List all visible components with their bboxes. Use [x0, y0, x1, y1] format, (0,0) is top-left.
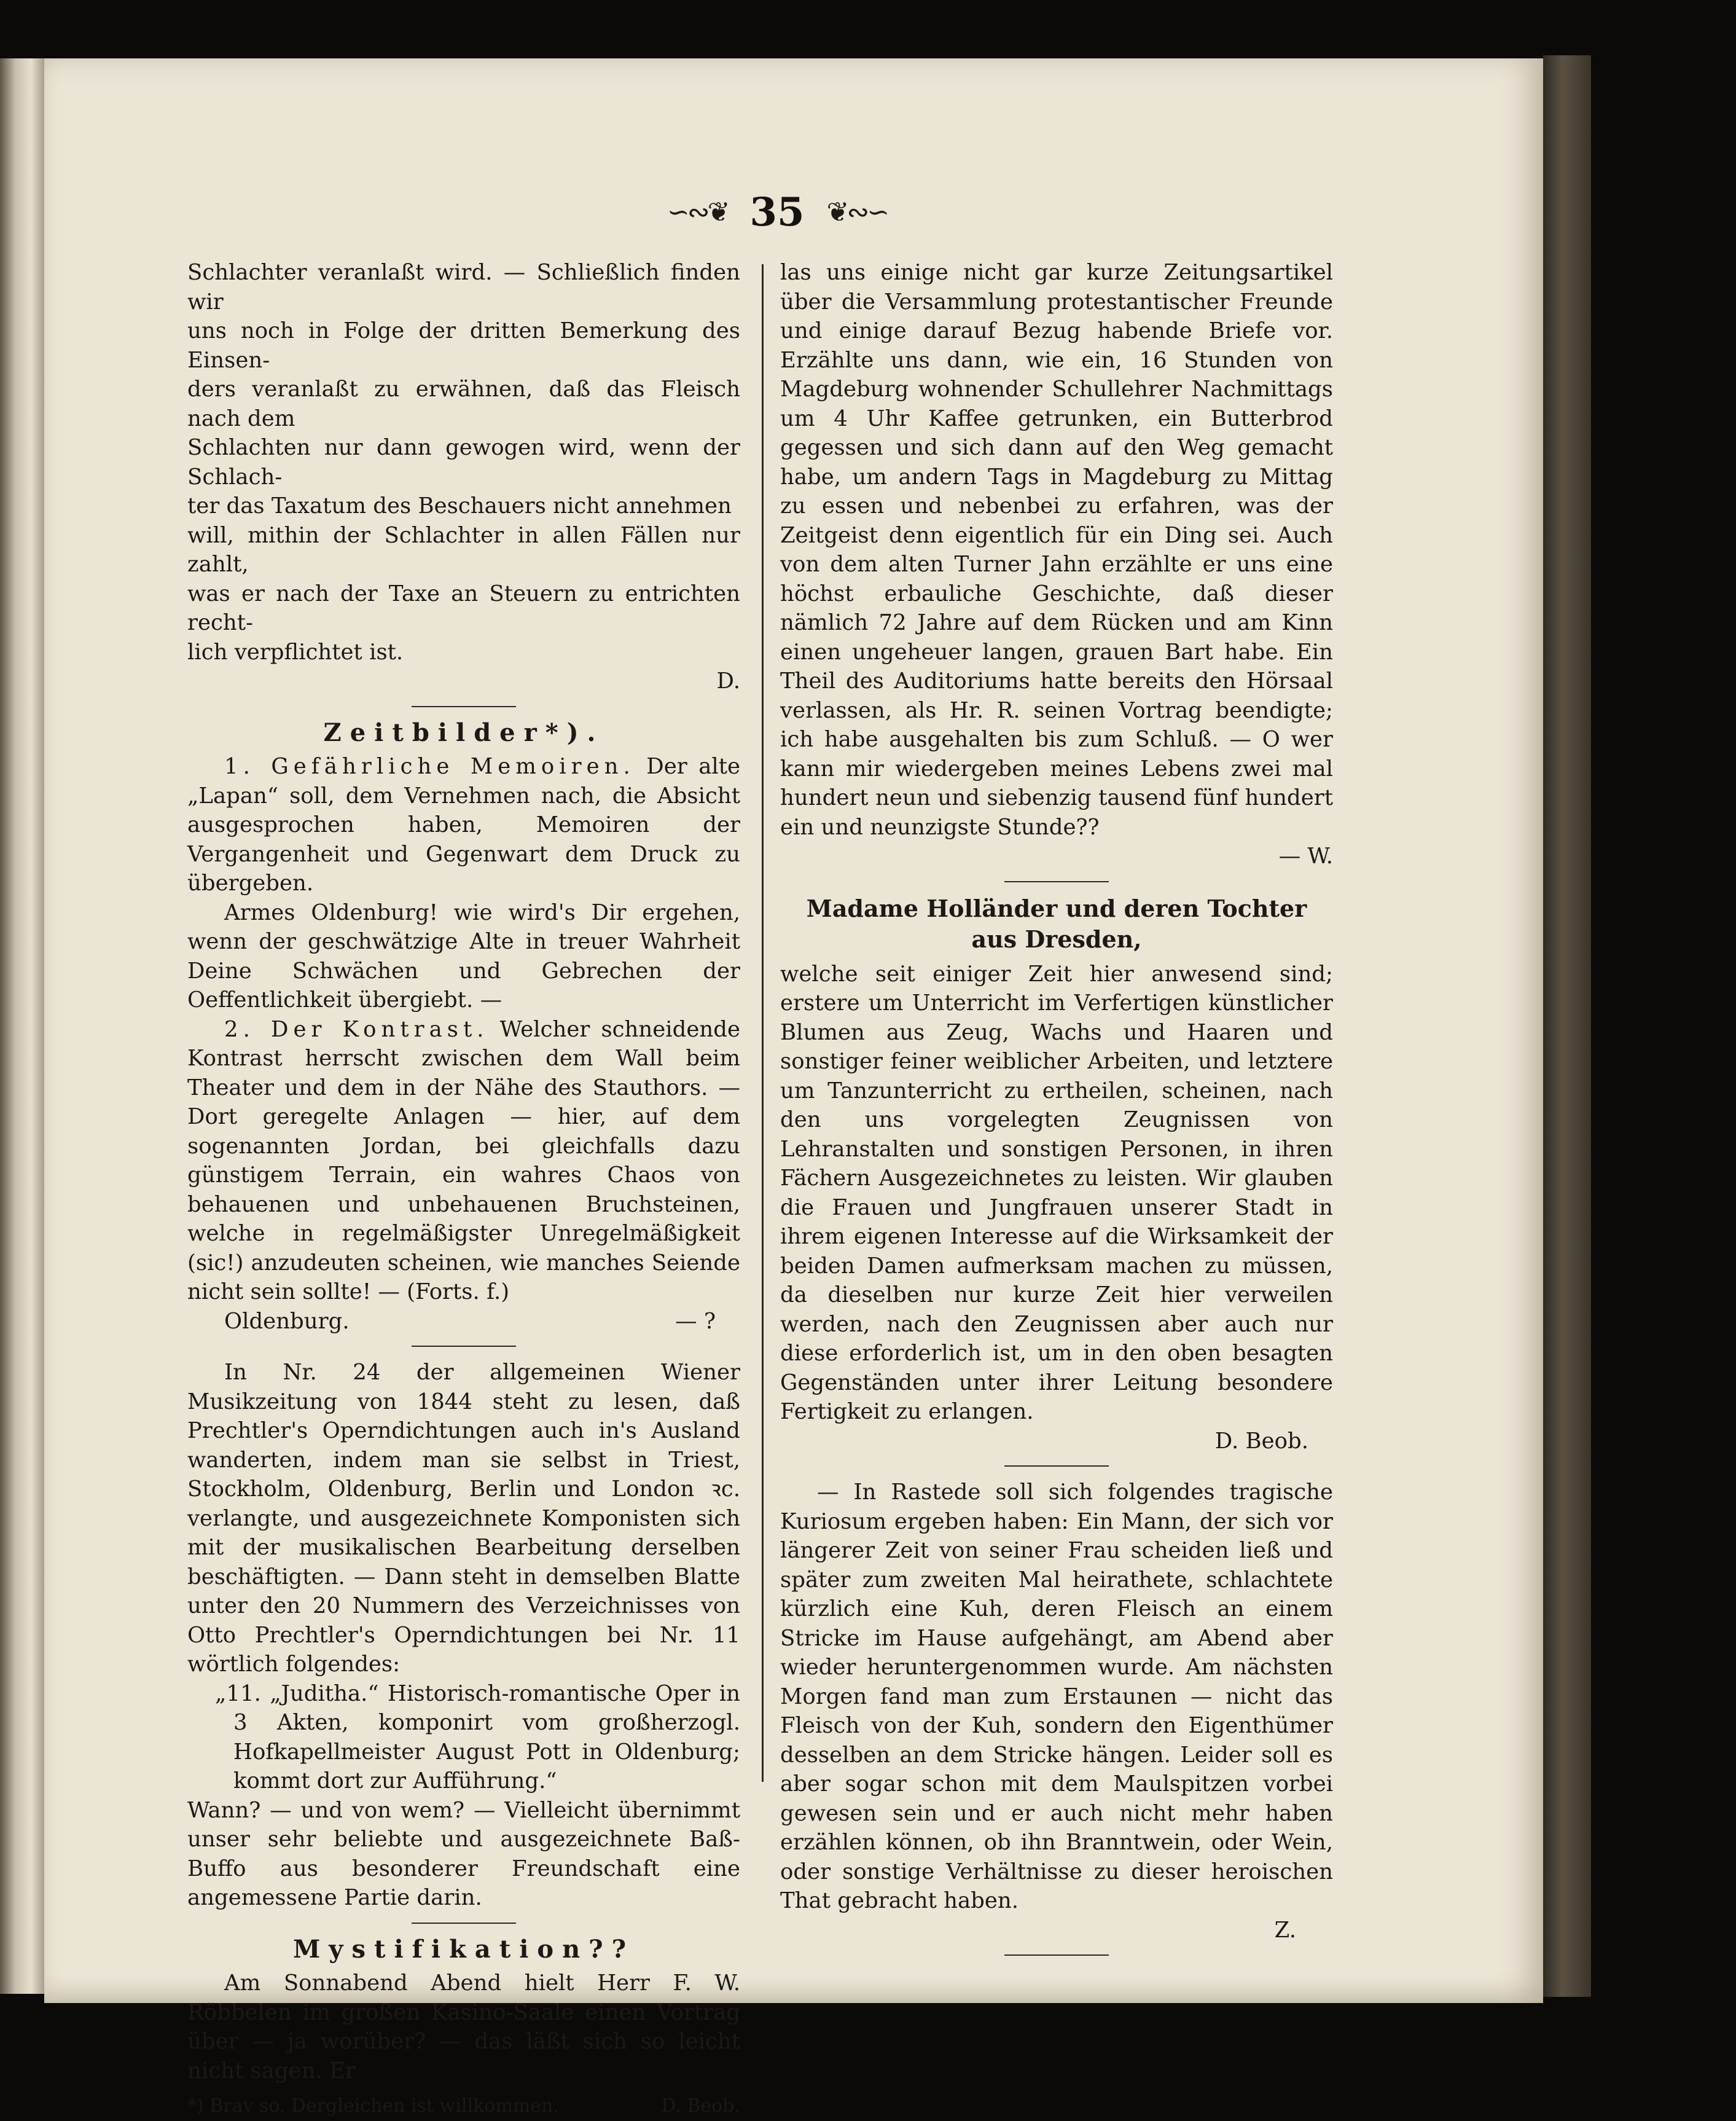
item-1 — [187, 752, 740, 898]
item-2 — [187, 1015, 740, 1307]
separator-rule — [1004, 881, 1109, 882]
separator-rule — [412, 1923, 516, 1924]
right-column — [780, 258, 1333, 1967]
item-2-title: 2. Der Kontrast. — [224, 1016, 489, 1042]
signature: D. — [716, 668, 740, 694]
article-continuation — [187, 258, 740, 696]
page-header — [633, 184, 921, 240]
footnote-text: *) Brav so. Dergleichen ist willkommen. — [187, 2095, 559, 2117]
text-line: was er nach der Taxe an Steuern zu entrichten recht- — [187, 581, 740, 635]
article-mystifikation-continued: las uns einige nicht gar kurze Zeitungsartikel über die Versammlung protestantischer Freunde und einige darauf Bezug habende Briefe vor. Erzählte uns dann, wie ein, 16 Stunden von Magdeburg wohnender Schullehrer Nachmittags um 4 Uhr Kaffee getrunken, ein Butterbrod gegessen und sich dann auf den Weg gemacht habe, um andern Tags in Magdeburg zu Mittag zu essen und nebenbei zu erfahren, was der Zeitgeist denn eigentlich für ein Ding sei. Auch von dem alten Turner Jahn erzählte er uns eine höchst erbauliche Geschichte, daß dieser nämlich 72 Jahre auf dem Rücken und am Kinn einen ungeheuer langen, grauen Bart habe. Ein Theil des Auditoriums hatte bereits den Hörsaal verlassen, als Hr. R. seinen Vortrag beendigte; ich habe ausgehalten bis zum Schluß. — O wer kann mir wiedergeben meines Lebens zwei mal hundert neun und siebenzig tausend fünf hundert ein und neunzigste Stunde?? — [780, 260, 1333, 840]
column-divider — [762, 264, 764, 1782]
separator-rule — [1004, 1465, 1109, 1467]
left-column — [187, 258, 740, 2121]
signature: Z. — [1274, 1917, 1296, 1943]
section-heading-mystifikation: Mystifikation?? — [292, 1934, 635, 1964]
article-musikzeitung: In Nr. 24 der allgemeinen Wiener Musikzeitung von 1844 steht zu lesen, daß Prechtler's Operndichtungen auch in's Ausland wanderten, indem man sie selbst in Triest, Stockholm, Oldenburg, Berlin und London ꝛc. verlangte, und ausgezeichnete Komponisten sich mit der musikalischen Bearbeitung derselben beschäftigten. — Dann steht in demselben Blatte unter den 20 Nummern des Verzeichnisses von Otto Prechtler's Operndichtungen bei Nr. 11 wörtlich folgendes: — [187, 1360, 740, 1677]
facing-page-edge — [0, 58, 44, 1994]
text-line: will, mithin der Schlachter in allen Fällen nur zahlt, — [187, 522, 740, 577]
text-line: lich verpflichtet ist. — [187, 639, 404, 665]
item-1-text: Der alte „Lapan“ soll, dem Vernehmen nach, die Absicht ausgesprochen haben, Memoiren der Vergangenheit und Gegenwart dem Druck zu übergeben. — [187, 754, 740, 896]
separator-rule — [412, 706, 516, 707]
ornament-right-icon: ❦∾∽ — [826, 196, 888, 228]
item-1-title: 1. Gefährliche Memoiren. — [224, 754, 635, 779]
article-mystifikation: Am Sonnabend Abend hielt Herr F. W. Röbbelen im großen Kasino-Saale einen Vortrag über — ja worüber? — das läßt sich so leicht nicht sagen. Er — [187, 1970, 740, 2084]
section-heading-zeitbilder: Zeitbilder*). — [323, 718, 604, 747]
signature: — W. — [1278, 844, 1333, 869]
signature: D. Beob. — [1214, 1428, 1308, 1454]
footnote — [187, 2092, 740, 2121]
book-cover-edge — [1543, 55, 1591, 1997]
item-2-footer — [187, 1307, 740, 1336]
text-line: Schlachten nur dann gewogen wird, wenn der Schlach- — [187, 435, 740, 490]
item-1-continuation: Armes Oldenburg! wie wird's Dir ergehen, wenn der geschwätzige Alte in treuer Wahrheit Deine Schwächen und Gebrechen der Oeffentlichkeit übergiebt. — — [187, 900, 740, 1013]
article-musikzeitung-end: Wann? — und von wem? — Vielleicht übernimmt unser sehr beliebte und ausgezeichnete Baß-Buffo aus besonderer Freundschaft eine angemessene Partie darin. — [187, 1797, 740, 1910]
text-line: Schlachter veranlaßt wird. — Schließlich finden wir — [187, 260, 740, 315]
quoted-entry: „11. „Juditha.“ Historisch-romantische Oper in 3 Akten, komponirt vom großherzogl. Hofkapellmeister August Pott in Oldenburg; kommt dort zur Aufführung.“ — [215, 1680, 740, 1794]
ornament-left-icon: ∽∾❦ — [667, 196, 728, 228]
separator-rule — [412, 1346, 516, 1347]
text-line: ders veranlaßt zu erwähnen, daß das Fleisch nach dem — [187, 377, 740, 431]
article-madame-hollaender: welche seit einiger Zeit hier anwesend sind; erstere um Unterricht im Verfertigen künstlicher Blumen aus Zeug, Wachs und Haaren und sonstiger feiner weiblicher Arbeiten, und letztere um Tanzunterricht zu ertheilen, scheinen, nach den uns vorgelegten Zeugnissen von Lehranstalten und sonstigen Personen, in ihren Fächern Ausgezeichnetes zu leisten. Wir glauben die Frauen und Jungfrauen unserer Stadt in ihrem eigenen Interesse auf die Wirksamkeit der beiden Damen aufmerksam machen zu müssen, da dieselben nur kurze Zeit hier verweilen werden, nach den Zeugnissen aber auch nur diese erforderlich ist, um in den oben besagten Gegenständen unter ihrer Leitung besondere Fertigkeit zu erlangen. — [780, 961, 1333, 1424]
separator-rule — [1004, 1954, 1109, 1956]
section-heading-madame-hollaender: Madame Holländer und deren Tochter aus Dresden, — [806, 894, 1307, 953]
page-number: 35 — [749, 189, 805, 235]
item-2-text: Welcher schneidende Kontrast herrscht zwischen dem Wall beim Theater und dem in der Nähe des Stauthors. — Dort geregelte Anlagen — hier, auf dem sogenannten Jordan, bei gleichfalls dazu günstigem Terrain, ein wahres Chaos von behauenen und unbehauenen Bruchsteinen, welche in regelmäßigster Unregelmäßigkeit (sic!) anzudeuten scheinen, wie manches Seiende nicht sein sollte! — (Forts. f.) — [187, 1016, 740, 1304]
item-2-place: Oldenburg. — [224, 1308, 350, 1334]
footnote-source: D. Beob. — [661, 2095, 740, 2117]
item-2-signature: — ? — [675, 1308, 716, 1334]
article-rastede: — In Rastede soll sich folgendes tragische Kuriosum ergeben haben: Ein Mann, der sich vor längerer Zeit von seiner Frau scheiden ließ und später zum zweiten Mal heirathete, schlachtete kürzlich eine Kuh, deren Fleisch an einem Stricke im Hause aufgehängt, am Abend aber wieder heruntergenommen wurde. Am nächsten Morgen fand man zum Erstaunen — nicht das Fleisch von der Kuh, sondern den Eigenthümer desselben an dem Stricke hängen. Leider soll es aber sogar schon mit dem Maulspitzen vorbei gewesen sein und er auch nicht mehr haben erzählen können, ob ihn Branntwein, oder Wein, oder sonstige Verhältnisse zu dieser heroischen That gebracht haben. — [780, 1480, 1333, 1913]
text-line: uns noch in Folge der dritten Bemerkung des Einsen- — [187, 318, 740, 373]
text-line: ter das Taxatum des Beschauers nicht annehmen — [187, 493, 732, 519]
